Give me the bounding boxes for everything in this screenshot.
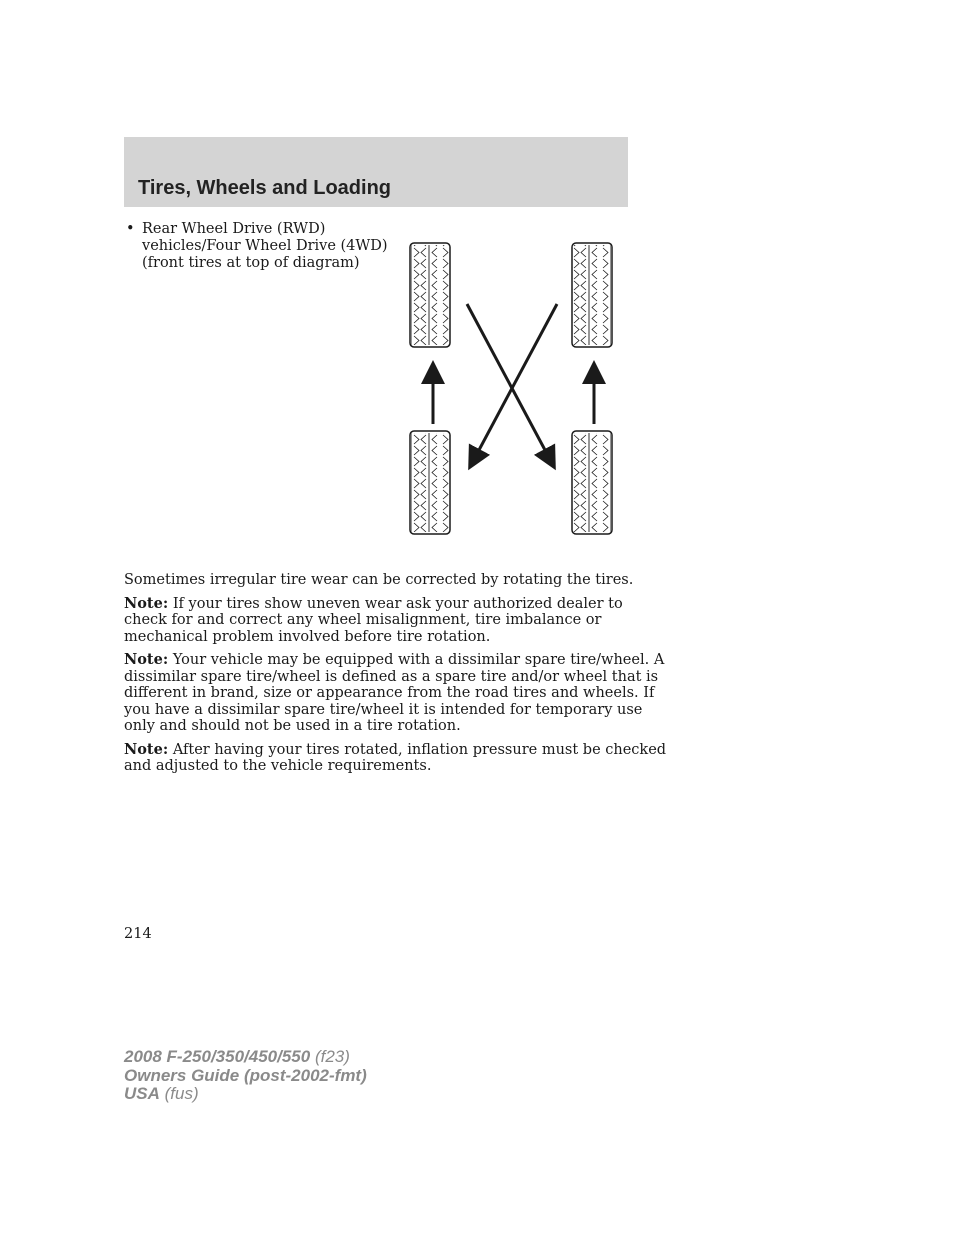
body-text: [124, 572, 667, 782]
bullet-symbol: •: [126, 221, 135, 237]
section-title: Tires, Wheels and Loading: [138, 177, 392, 199]
section-header: [124, 137, 628, 207]
note-label: Note:: [124, 651, 169, 668]
note-paragraph: [124, 651, 665, 735]
note-line: dissimilar spare tire/wheel is defined as a spare tire and/or wheel that is: [124, 668, 659, 685]
note-label: Note:: [124, 740, 169, 758]
note-line: and adjusted to the vehicle requirements.: [124, 758, 432, 774]
footer-region: USA: [124, 1084, 160, 1103]
note-line: you have a dissimilar spare tire/wheel it is intended for temporary use: [124, 701, 643, 718]
note-paragraph: [124, 740, 667, 775]
bullet-text: [142, 221, 392, 272]
note-line: check for and correct any wheel misalignment, tire imbalance or: [124, 612, 602, 628]
intro-paragraph: [124, 572, 634, 589]
bullet-line: (front tires at top of diagram): [142, 255, 360, 271]
note-line: only and should not be used in a tire rotation.: [124, 718, 461, 734]
document-footer: [124, 1048, 367, 1104]
note-line: different in brand, size or appearance from the road tires and wheels. If: [124, 685, 655, 701]
note-line: After having your tires rotated, inflation pressure must be checked: [172, 741, 667, 758]
bullet-line: vehicles/Four Wheel Drive (4WD): [142, 238, 388, 254]
arrow-front-left-to-rear-right-icon: [467, 304, 553, 465]
tire-rear-left-icon: [410, 431, 450, 534]
footer-model-code: (f23): [314, 1047, 350, 1066]
tire-front-left-icon: [410, 243, 450, 347]
note-line: Your vehicle may be equipped with a dissimilar spare tire/wheel. A: [172, 652, 665, 668]
footer-guide: Owners Guide (post-2002-fmt): [124, 1065, 367, 1085]
bullet-line: Rear Wheel Drive (RWD): [142, 221, 326, 237]
intro-text: Sometimes irregular tire wear can be corrected by rotating the tires.: [124, 572, 634, 588]
note-line: mechanical problem involved before tire rotation.: [124, 628, 491, 645]
tire-front-right-icon: [572, 243, 612, 347]
page-number: 214: [124, 926, 152, 942]
arrow-front-right-to-rear-left-icon: [471, 304, 557, 465]
tire-rear-right-icon: [572, 431, 612, 534]
note-label: Note:: [124, 594, 169, 612]
footer-region-code: (fus): [164, 1084, 199, 1103]
note-line: If your tires show uneven wear ask your authorized dealer to: [172, 595, 623, 612]
tire-rotation-diagram: [400, 236, 620, 541]
note-paragraph: [124, 596, 630, 646]
footer-model: 2008 F-250/350/450/550: [124, 1047, 311, 1066]
